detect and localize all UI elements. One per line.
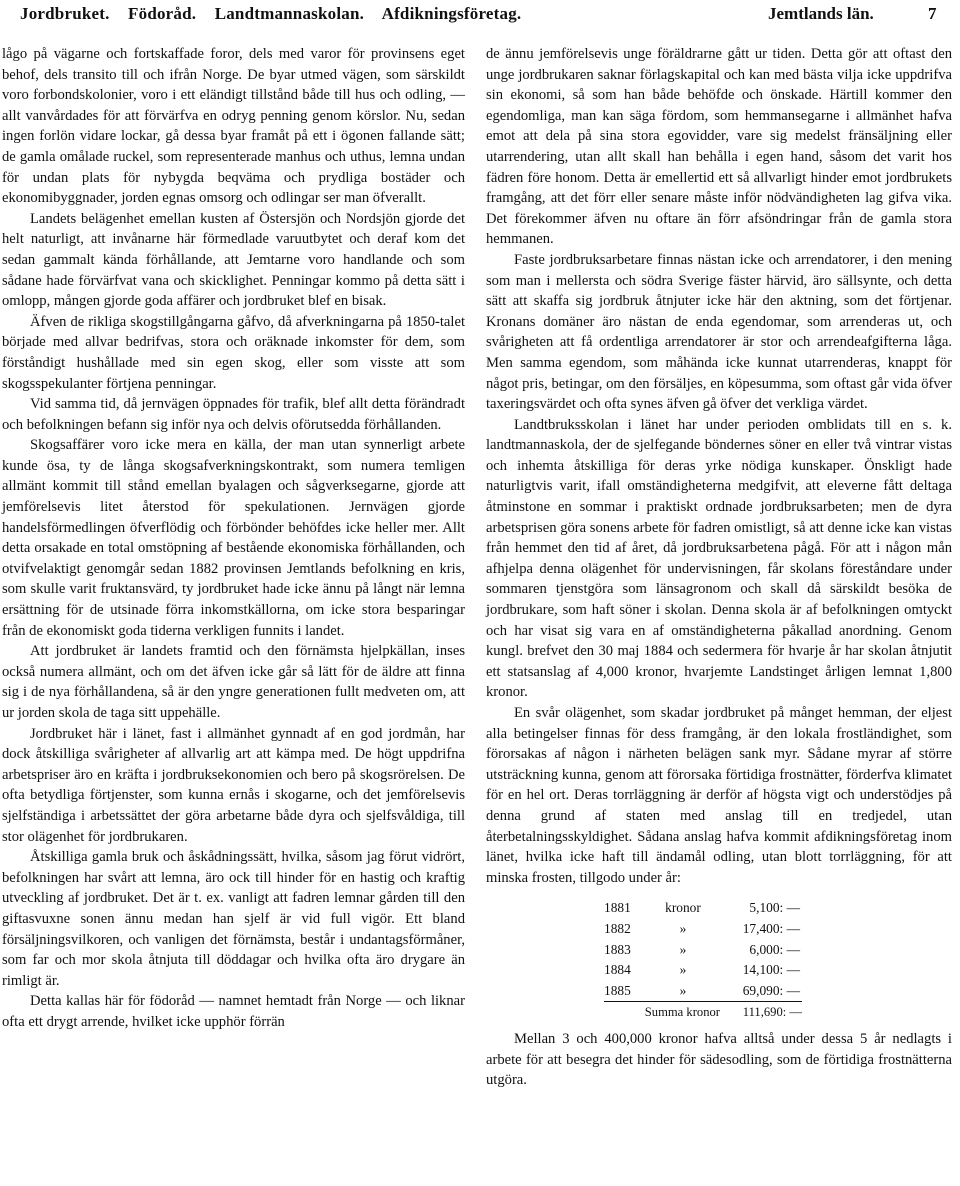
ditto-cell: »: [679, 941, 687, 957]
paragraph: lågo på vägarne och fortskaffade foror, dels med varor för provinsens eget behof, dels transito till och ifrån Norge. De byar utmed vägen, som särskildt voro forbondskolonier, voro i ett eländigt tillstånd både till hus och odling, — allt vanvårdades för att förvärfva en odryg penning genom körslor. Nu, sedan ingen forlön vidare lockar, gå dessa byar framåt på ett i ögonen fallande sätt; de gamla omålade ruckel, som representerade manhus och uthus, lemna undan för undan plats för nybygda beqväma och prydliga bostäder och ekonomibyggnader, jorden egnas omsorg och odlingar ser man öfverallt.: [2, 46, 465, 207]
year-cell: 1884: [604, 962, 631, 978]
right-column: [486, 44, 952, 1091]
paragraph: Att jordbruket är landets framtid och den förnämsta hjelpkällan, inses också numera allmänt, och om det äfven icke går så lätt för de äldre att finna sig i de nya förhållandena, så är den yngre generationen fullt medveten om, att ur jorden skola de taga sitt uppehälle.: [2, 643, 465, 721]
amount-cell: 14,100: —: [742, 962, 800, 978]
table-row: [604, 940, 934, 961]
amount-cell: 69,090: —: [742, 982, 800, 998]
page-number: 7: [928, 4, 937, 23]
left-column: [2, 44, 465, 1033]
paragraph: Faste jordbruksarbetare finnas nästan icke och arrendatorer, i den mening som man i mellersta och södra Sverige fäster härvid, äro sällsynte, och detta sätt att skaffa sig jordbruk åtnjuter icke här den aktning, som det förtjenar. Kronans domäner äro nästan de enda egendomar, som arrenderas ut, och svårigheten att få ordentliga arrendatorer är stor och arrendeafgifterna låga. Men samma egendom, som måhända icke kunnat utarrenderas, knappt för något pris, betingar, om den försäljes, en köpesumma, som oftast går vida öfver taxeringsvärdet och ofta synes äfven gå öfver det verkliga värdet.: [486, 251, 952, 413]
page-header: [0, 0, 960, 30]
total-label: Summa kronor: [644, 1005, 720, 1020]
paragraph: Jordbruket här i länet, fast i allmänhet gynnadt af en god jordmån, har dock åtskilliga svårigheter af allvarlig art att kämpa med. De högt uppdrifna arbetspriser äro en kräfta i jordbruksekonomien och bero på skogsrörelsen. De ofta betydliga förtjenster, som kunna ernås i skogarne, och det jemförelsevis sjelfständiga i arbetssättet der göra arbetarne både dyra och sjelfsvåldiga, till stor olägenhet för jordbrukaren.: [2, 725, 465, 845]
paragraph: En svår olägenhet, som skadar jordbruket på månget hemman, der eljest alla betingelser finnas för dess framgång, är den lokala frostländighet, som förorsakas af någon i närheten belägen sank myr. Sådane myrar af större utsträckning kunna, genom att förorsaka förtidiga frostnätter, förderfva klimatet för en hel ort. Deras torrläggning är derför af högsta vigt och understödjes på denna grund af staten med anslag till en tredjedel, utan återbetalningsskyldighet. Sådana anslag hafva kommit afdikningsföretag inom länet, hvilka icke haft till ändamål odling, utan blott torrläggning, för att minska frosten, tillgodo under år:: [486, 705, 952, 886]
table-row: [604, 919, 934, 940]
paragraph: Vid samma tid, då jernvägen öppnades för trafik, blef allt detta förändradt och befolkningen befann sig inför nya och delvis oförutsedda förhållanden.: [2, 396, 465, 433]
paragraph: Landets belägenhet emellan kusten af Östersjön och Nordsjön gjorde det helt naturligt, att invånarne här förmedlade varuutbytet och deraf kom det sedan gammalt kända förhållande, att Jemtarne voro handlande och som sådane hade förvärfvat vana och skicklighet. Penningar kommo på detta sätt i omlopp, mången gjorde goda affärer och jordbruket blef en bisak.: [2, 210, 465, 310]
section-titles: [20, 4, 535, 24]
total-amount: 111,690: —: [742, 1005, 802, 1020]
year-cell: 1881: [604, 900, 631, 916]
paragraph: Detta kallas här för födoråd — namnet hemtadt från Norge — och liknar ofta ett drygt arrende, hvilket icke upphör förrän: [2, 993, 465, 1030]
region-title: Jemtlands län.: [768, 4, 874, 23]
section-title: Landtmannaskolan.: [214, 4, 365, 23]
section-title: Jordbruket.: [20, 4, 110, 23]
paragraph: Åtskilliga gamla bruk och åskådningssätt, hvilka, såsom jag förut vidrört, befolkningen har svårt att lemna, äro ock till hinder för en hastig och kraftig utveckling af jordbruket. Det är t. ex. vanligt att fadren lemnar gården till den giftasvuxne sonen ännu medan han sjelf är vid full vigör. Ett bland försäljningsvilkoren, och vanligen det förnämsta, består i undantagsförmåner, som far och mor skola åtnjuta till döddagar och hvilka ofta äro drygare än rimligt är.: [2, 849, 465, 989]
paragraph: Skogsaffärer voro icke mera en källa, der man utan synnerligt arbete kunde ösa, ty de långa skogsafverkningskontrakt, som numera temligen allmänt kommit till stånd emellan byalagen och sågverksegarne, gjorde att jemförelsevis litet återstod för spekulationen. Jernvägen gjorde handelsförmedlingen öfverflödig och förbönder behöfdes icke heller mer. Allt detta orsakade en total omstöpning af bestående ekonomiska förhållanden, och otvifvelaktigt genomgår sedan 1882 provinsen Jemtlands befolkning en kris, som skulle varit fruktansvärd, ty jordbruket hade icke ännu på långt när lemna ersättning för de utsinade förra inkomstkällorna, om icke stora besparingar från de ekonomiskt goda tiderna verkligen funnits i landet.: [2, 437, 465, 639]
amount-cell: 5,100: —: [749, 900, 800, 916]
amount-cell: 6,000: —: [749, 941, 800, 957]
currency-cell: kronor: [665, 900, 701, 916]
paragraph: Mellan 3 och 400,000 kronor hafva alltså under dessa 5 år nedlagts i arbete för att besegra det hinder för sädesodling, som de förtidiga frostnätterna utgöra.: [486, 1030, 952, 1089]
table-total-row: [604, 1002, 934, 1023]
table-row: [604, 960, 934, 981]
grants-table: [604, 898, 934, 1023]
year-cell: 1885: [604, 982, 631, 998]
ditto-cell: »: [679, 920, 687, 936]
paragraph: Äfven de rikliga skogstillgångarna gåfvo, då afverkningarna på 1850-talet började med allvar bedrifvas, stora och oräknade inkomster för dem, som förståndigt hushållade med sin egen skog, eller som visste att som skogsspekulanter förtjena penningar.: [2, 313, 465, 392]
section-title: Födoråd.: [128, 4, 197, 23]
year-cell: 1882: [604, 920, 631, 936]
table-row: [604, 981, 934, 1002]
ditto-cell: »: [679, 962, 687, 978]
table-row: [604, 898, 934, 919]
year-cell: 1883: [604, 941, 631, 957]
ditto-cell: »: [679, 982, 687, 998]
amount-cell: 17,400: —: [742, 920, 800, 936]
paragraph: de ännu jemförelsevis unge föräldrarne gått ur tiden. Detta gör att oftast den unge jordbrukaren saknar förlagskapital och kan med bästa vilja icke uppdrifva sin ekonomi, så som han både behöfde och önskade. Härtill kommer den egendomliga, man kan säga fördom, som hemmansegarne i allmänhet hafva emot att dela på sina stora egovidder, vare sig medelst fränsäljning eller utarrendering, utan allt skall han behålla i egen hand, såsom det varit hos fädren före honom. Detta är emellertid ett så allvarligt hinder emot jordbrukets framgång, att det förr eller senare måste inför nödvändigheten lag gifva vika. Det förekommer äfven nu oftare än förr afsöndringar från de gamla stora hemmanen.: [486, 46, 952, 248]
paragraph: Landtbruksskolan i länet har under perioden omblidats till en s. k. landtmannaskola, der de sjelfegande böndernes söner en eller två vintrar vistas och inhemta åtskilliga för deras yrke nödiga kunskaper. Önskligt hade naturligtvis varit, ifall omständigheterna medgifvit, att eleverne fått deltaga åtminstone en sommar i praktiskt ordnade jordbruksarbeten; men de dyra arbetsprisen göra sonens arbete för fadren omistligt, så att denne icke kan vistas från hemmet den tid af året, då jordbruksarbetena pågå. För att i någon mån afhjelpa denna olägenhet för undervisningen, får skolans föreståndare under sommaren tjenstgöra som länsagronom och skall då särskildt besöka de jordbrukare, som haft söner i skolan. Denna skola är af befolkningen omtyckt och har visat sig vara en af omständigheterna påkallad anordning. Genom kungl. brefvet den 30 maj 1884 och sedermera för hvarje år har skolan åtnjutit ett statsanslag af 4,000 kronor, hvarjemte Landstinget årligen lemnat 1,800 kronor.: [486, 416, 952, 701]
section-title: Afdikningsföretag.: [381, 4, 522, 23]
